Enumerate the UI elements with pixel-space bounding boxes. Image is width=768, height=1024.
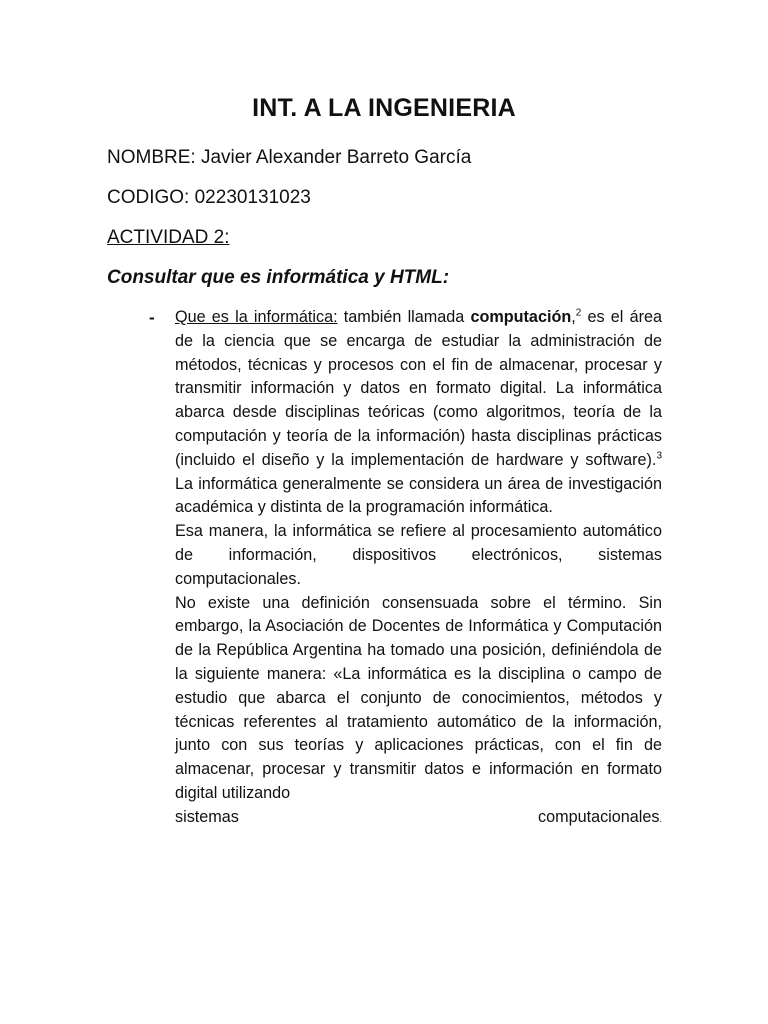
text-span: , [571, 308, 576, 326]
bold-term: computación [470, 308, 572, 326]
paragraph-last-line [175, 806, 662, 832]
text-span: . [659, 813, 662, 824]
text-span: es el área de la ciencia que se encarga de estudiar la administración de métodos, técnicas y procesos con el fin de almacenar, procesar y transmitir información y datos en formato digital. La informática abarca desde disciplinas teóricas (como algoritmos, teoría de la computación y teoría de la información) hasta disciplinas prácticas (incluido el diseño y la implementación de hardware y software). [175, 308, 662, 469]
text-span-group [538, 806, 662, 832]
text-span: también llamada [337, 308, 471, 326]
bullet-body [175, 306, 662, 832]
paragraph-manera: Esa manera, la informática se refiere al procesamiento automático de información, dispositivos electrónicos, sistemas computacionales. [175, 522, 662, 588]
footnote-ref: 2 [575, 307, 582, 319]
text-span: sistemas [175, 807, 239, 826]
term-label: Que es la informática: [175, 308, 338, 326]
student-name: NOMBRE: Javier Alexander Barreto García [107, 147, 472, 168]
student-code: CODIGO: 02230131023 [107, 187, 311, 208]
text-span: La informática generalmente se considera un área de investigación académica y distinta de la programación informática. [175, 474, 662, 517]
footnote-ref: 3 [656, 450, 662, 462]
paragraph-informatica [175, 306, 662, 520]
paragraph-definicion [175, 592, 662, 806]
bullet-marker: - [149, 308, 155, 327]
text-span: computacionales [538, 807, 660, 826]
text-span: No existe una definición consensuada sobre el término. Sin embargo, la Asociación de Docentes de Informática y Computación de la República Argentina ha tomado una posición, definiéndola de la siguiente manera: «La informática es la disciplina o campo de estudio que abarca el conjunto de conocimientos, métodos y técnicas referentes al tratamiento automático de la información, junto con sus teorías y aplicaciones prácticas, con el fin de almacenar, procesar y transmitir datos e información en formato digital utilizando [175, 593, 662, 802]
section-subtitle: Consultar que es informática y HTML: [107, 267, 450, 288]
document-title: INT. A LA INGENIERIA [252, 94, 516, 122]
activity-label: ACTIVIDAD 2: [107, 227, 230, 248]
